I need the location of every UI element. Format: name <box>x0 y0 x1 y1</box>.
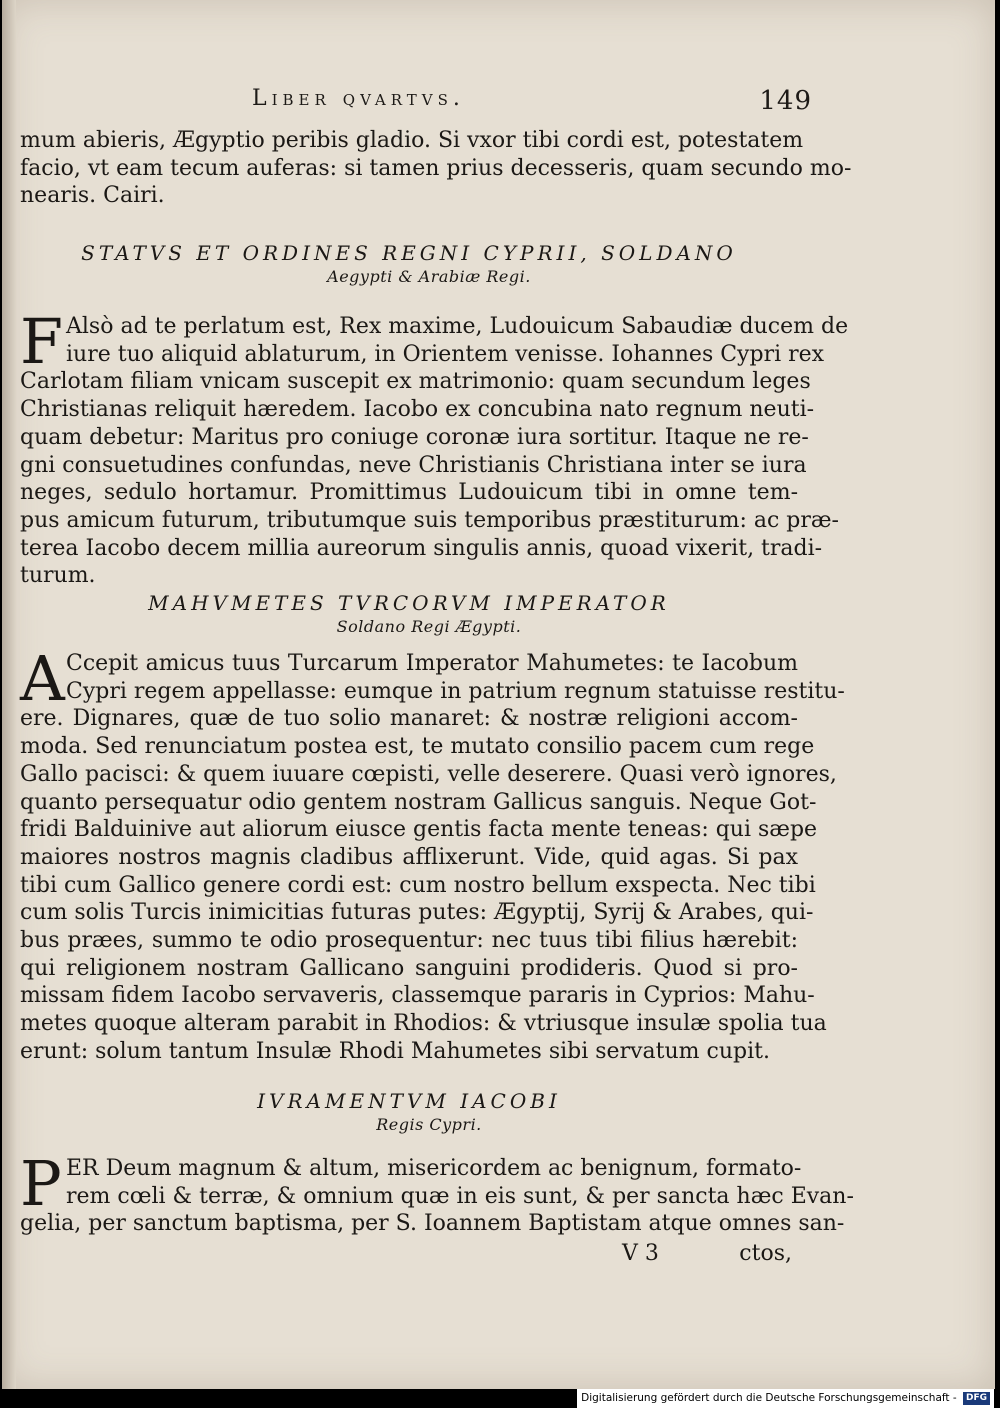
heading-title: MAHVMETES TVRCORVM IMPERATOR <box>148 591 670 615</box>
text-line: neges, sedulo hortamur. Promittimus Ludouicum tibi in omne tem- <box>20 480 798 506</box>
section-heading-3 <box>20 1088 798 1136</box>
page-number: 149 <box>759 86 812 116</box>
text-line: Gallo pacisci: & quem iuuare cœpisti, velle deserere. Quasi verò ignores, <box>20 761 837 787</box>
book-page <box>2 0 995 1389</box>
text-line: Carlotam filiam vnicam suscepit ex matrimonio: quam secundum leges <box>20 369 811 395</box>
text-line: tibi cum Gallico genere cordi est: cum nostro bellum exspecta. Nec tibi <box>20 872 816 898</box>
text-line: pus amicum futurum, tributumque suis temporibus præstiturum: ac præ- <box>20 507 839 533</box>
text-line: rem cœli & terræ, & omnium quæ in eis sunt, & per sancta hæc Evan- <box>66 1183 854 1209</box>
text-line: Alsò ad te perlatum est, Rex maxime, Ludouicum Sabaudiæ ducem de <box>66 314 849 339</box>
text-line: bus præes, summo te odio prosequentur: nec tuus tibi filius hærebit: <box>20 928 798 954</box>
page-footer <box>22 1241 792 1271</box>
heading-title: IVRAMENTVM IACOBI <box>257 1089 561 1113</box>
text-line: terea Iacobo decem millia aureorum singulis annis, quoad vixerit, tradi- <box>20 535 823 561</box>
heading-subtitle: Aegypti & Arabiæ Regi. <box>327 267 531 286</box>
credit-text: Digitalisierung gefördert durch die Deutsche Forschungsgemeinschaft - <box>581 1392 957 1404</box>
text-line: missam fidem Iacobo servaveris, classemque pararis in Cyprios: Mahu- <box>20 983 815 1009</box>
text-line: gelia, per sanctum baptisma, per S. Ioannem Baptistam atque omnes san- <box>20 1211 845 1237</box>
text-line: metes quoque alteram parabit in Rhodios: & vtriusque insulæ spolia tua <box>20 1011 827 1037</box>
paragraph-1 <box>20 305 849 590</box>
drop-cap: P <box>20 1147 62 1220</box>
running-head <box>252 86 812 122</box>
drop-cap: F <box>20 305 64 378</box>
section-heading-1 <box>20 240 798 288</box>
text-line: moda. Sed renunciatum postea est, te mutato consilio pacem cum rege <box>20 734 815 760</box>
signature-mark: V 3 <box>622 1241 659 1266</box>
heading-title: STATVS ET ORDINES REGNI CYPRII, SOLDANO <box>81 241 737 265</box>
text-line: quam debetur: Maritus pro coniuge coronæ iura sortitur. Itaque ne re- <box>20 424 809 450</box>
paragraph-2 <box>20 642 845 1066</box>
text-line: fridi Balduinive aut aliorum eiusce gentis facta mente teneas: qui sæpe <box>20 817 818 843</box>
drop-cap: A <box>20 642 65 715</box>
dfg-logo: DFG <box>963 1392 990 1405</box>
text-line: mum abieris, Ægyptio peribis gladio. Si vxor tibi cordi est, potestatem <box>20 128 804 153</box>
text-line: facio, vt eam tecum auferas: si tamen prius decesseris, quam secundo mo- <box>20 155 852 181</box>
text-line: erunt: solum tantum Insulæ Rhodi Mahumetes sibi servatum cupit. <box>20 1038 770 1064</box>
heading-subtitle: Regis Cypri. <box>376 1115 482 1134</box>
funding-credit <box>577 1389 994 1408</box>
intro-text <box>20 127 852 210</box>
paragraph-3 <box>20 1147 854 1238</box>
text-line: maiores nostros magnis cladibus afflixerunt. Vide, quid agas. Si pax <box>20 844 798 870</box>
catchword: ctos, <box>739 1241 792 1266</box>
text-line: gni consuetudines confundas, neve Christianis Christiana inter se iura <box>20 452 807 478</box>
section-heading-2 <box>20 590 798 638</box>
page-binding-edge <box>2 0 16 1389</box>
text-line: qui religionem nostram Gallicano sanguini prodideris. Quod si pro- <box>20 955 798 981</box>
text-line: nearis. Cairi. <box>20 183 165 209</box>
text-line: Ccepit amicus tuus Turcarum Imperator Mahumetes: te Iacobum <box>66 651 798 676</box>
running-head-title: Liber qvartvs. <box>252 86 465 111</box>
text-line: ere. Dignares, quæ de tuo solio manaret: & nostræ religioni accom- <box>20 706 798 732</box>
heading-subtitle: Soldano Regi Ægypti. <box>336 617 522 636</box>
text-line: cum solis Turcis inimicitias futuras putes: Ægyptij, Syrij & Arabes, qui- <box>20 900 814 926</box>
text-line: iure tuo aliquid ablaturum, in Orientem venisse. Iohannes Cypri rex <box>66 341 825 367</box>
text-line: Cypri regem appellasse: eumque in patrium regnum statuisse restitu- <box>66 678 845 704</box>
text-line: quanto persequatur odio gentem nostram Gallicus sanguis. Neque Got- <box>20 789 817 815</box>
text-line: Christianas reliquit hæredem. Iacobo ex concubina nato regnum neuti- <box>20 397 815 423</box>
text-line: ER Deum magnum & altum, misericordem ac benignum, formato- <box>66 1156 802 1181</box>
text-line: turum. <box>20 563 96 589</box>
